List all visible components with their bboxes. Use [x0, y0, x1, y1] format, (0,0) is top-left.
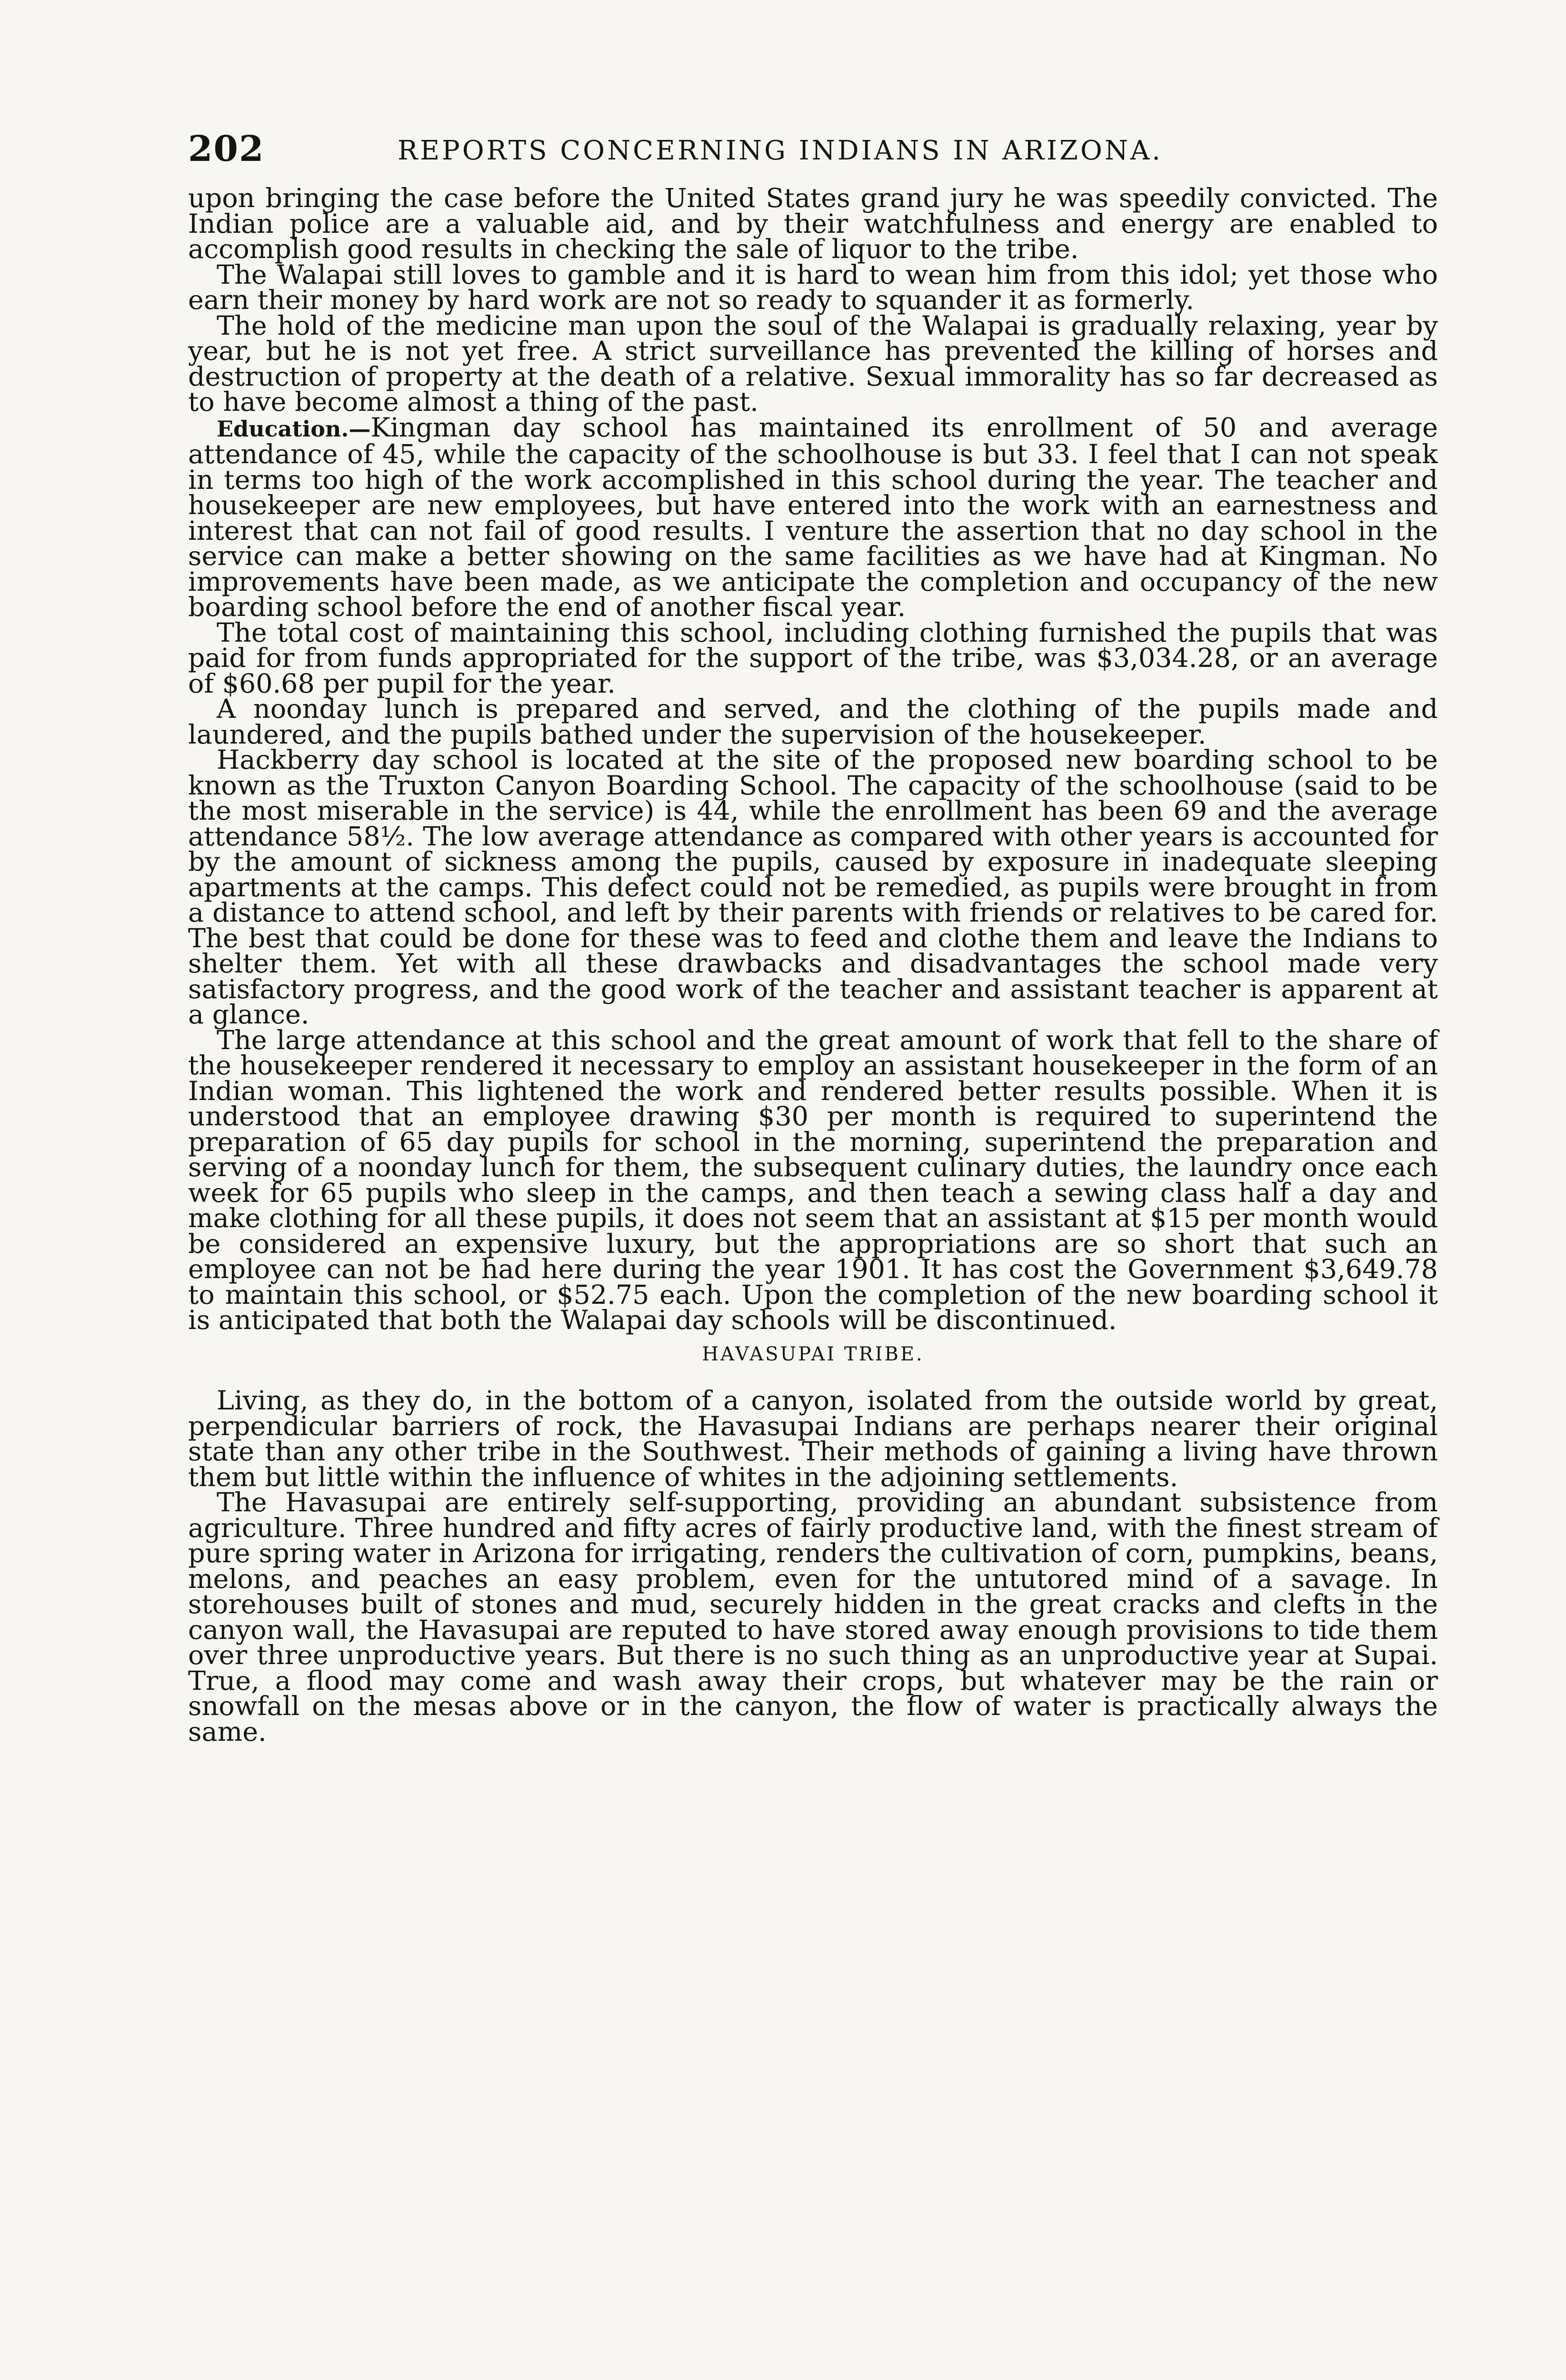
paragraph: Living, as they do, in the bottom of a canyon, isolated from the outside world by great, perpendicular barriers of rock, the Havasupai Indians are perhaps nearer their original state than any other tribe in the Southwest. Their methods of gaining a living have thrown them but little within the influence of whites in the adjoining settlements.	[188, 1385, 1438, 1493]
paragraph: The hold of the medicine man upon the soul of the Walapai is gradually relaxing, year by year, but he is not yet free. A strict surveillance has prevented the killing of horses and destruction of property at the death of a relative. Sexual immorality has so far decreased as to have become almost a thing of the past.	[188, 310, 1438, 417]
section-heading: HAVASUPAI TRIBE.	[702, 1343, 924, 1365]
paragraph: upon bringing the case before the United States grand jury he was speedily convicted. The Indian police are a valuable aid, and by their watchfulness and energy are enabled to accomplish good results in checking the sale of liquor to the tribe.	[188, 183, 1438, 265]
document-page	[188, 129, 1438, 1745]
paragraph-education	[188, 412, 1438, 623]
paragraph: The large attendance at this school and the great amount of work that fell to the share of the housekeeper rendered it necessary to employ an assistant housekeeper in the form of an Indian woman. This lightened the work and rendered better results possible. When it is understood that an employee drawing $30 per month is required to superintend the preparation of 65 day pupils for school in the morning, superintend the preparation and serving of a noonday lunch for them, the subsequent culinary duties, the laundry once each week for 65 pupils who sleep in the camps, and then teach a sewing class half a day and make clothing for all these pupils, it does not seem that an assistant at $15 per month would be considered an expensive luxury, but the appropriations are so short that such an employee can not be had here during the year 1901. It has cost the Government $3,649.78 to maintain this school, or $52.75 each. Upon the completion of the new boarding school it is anticipated that both the Walapai day schools will be discontinued.	[188, 1024, 1438, 1336]
paragraph: The Walapai still loves to gamble and it is hard to wean him from this idol; yet those who earn their money by hard work are not so ready to squander it as formerly.	[188, 259, 1438, 316]
page-number: 202	[188, 129, 265, 169]
paragraph: The total cost of maintaining this school, including clothing furnished the pupils that was paid for from funds appropriated for the support of the tribe, was $3,034.28, or an average of $60.68 per pupil for the year.	[188, 617, 1438, 699]
page-header	[188, 129, 1438, 186]
paragraph: Hackberry day school is located at the site of the proposed new boarding school to be known as the Truxton Canyon Boarding School. The capacity of the schoolhouse (said to be the most miserable in the service) is 44, while the enrollment has been 69 and the average attendance 58½. The low average attendance as compared with other years is accounted for by the amount of sickness among the pupils, caused by exposure in inadequate sleeping apartments at the camps. This defect could not be remedied, as pupils were brought in from a distance to attend school, and left by their parents with friends or relatives to be cared for. The best that could be done for these was to feed and clothe them and leave the Indians to shelter them. Yet with all these drawbacks and disadvantages the school made very satisfactory progress, and the good work of the teacher and assistant teacher is apparent at a glance.	[188, 744, 1438, 1030]
paragraph-text: Kingman day school has maintained its enrollment of 50 and average attendance of 45, while the capacity of the schoolhouse is but 33. I feel that I can not speak in terms too high of the work accomplished in this school during the year. The teacher and housekeeper are new employees, but have entered into the work with an earnestness and interest that can not fail of good results. I venture the assertion that no day school in the service can make a better showing on the same facilities as we have had at Kingman. No improvements have been made, as we anticipate the completion and occupancy of the new boarding school before the end of another fiscal year.	[188, 412, 1438, 623]
body-text	[188, 183, 1438, 1747]
paragraph: The Havasupai are entirely self-supporting, providing an abundant subsistence from agriculture. Three hundred and fifty acres of fairly productive land, with the finest stream of pure spring water in Arizona for irrigating, renders the cultivation of corn, pumpkins, beans, melons, and peaches an easy problem, even for the untutored mind of a savage. In storehouses built of stones and mud, securely hidden in the great cracks and clefts in the canyon wall, the Havasupai are reputed to have stored away enough provisions to tide them over three unproductive years. But there is no such thing as an unproductive year at Supai. True, a flood may come and wash away their crops, but whatever may be the rain or snowfall on the mesas above or in the canyon, the flow of water is practically always the same.	[188, 1487, 1438, 1747]
running-head: REPORTS CONCERNING INDIANS IN ARIZONA.	[398, 135, 1163, 166]
paragraph: A noonday lunch is prepared and served, and the clothing of the pupils made and laundered, and the pupils bathed under the supervision of the housekeeper.	[188, 694, 1438, 750]
run-in-heading: Education.—	[217, 416, 371, 442]
